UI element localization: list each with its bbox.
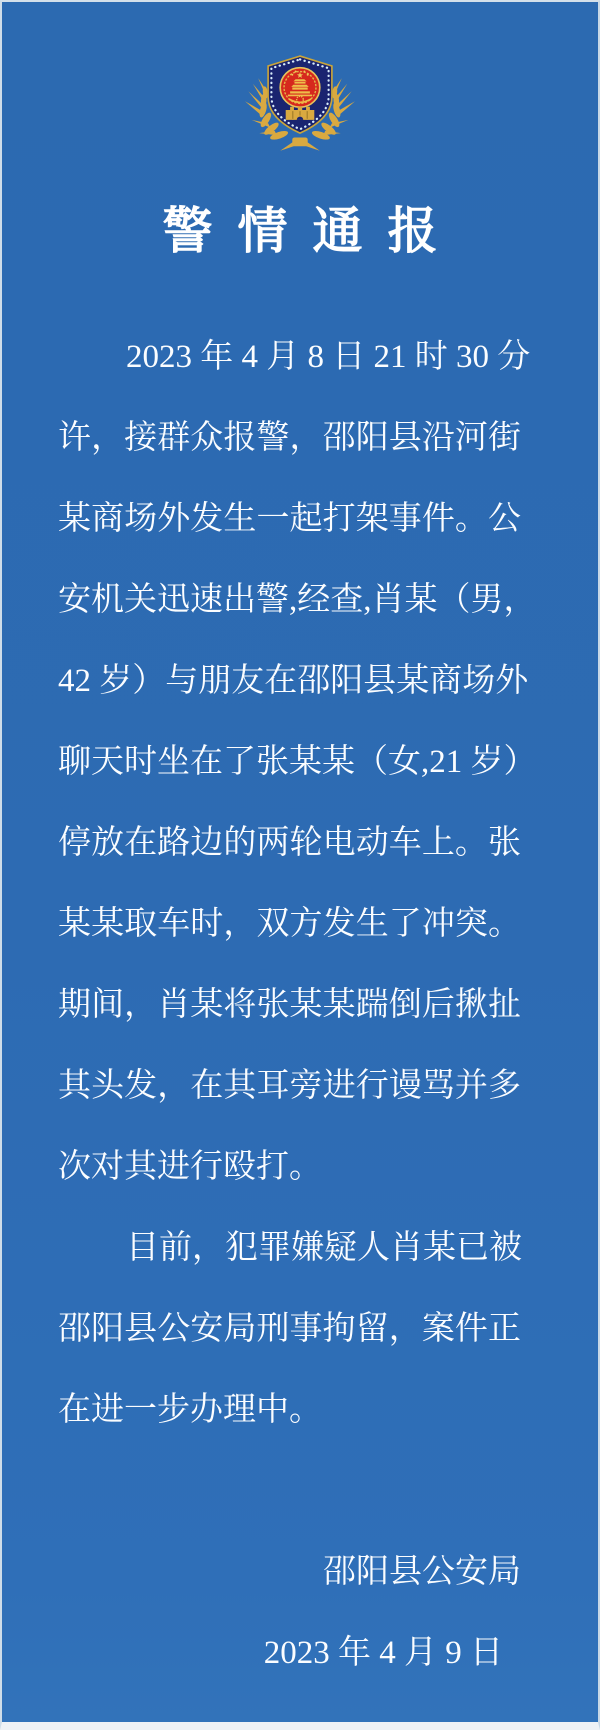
body-line: 其头发，在其耳旁进行谩骂并多 bbox=[58, 1068, 521, 1104]
body-line: 某商场外发生一起打架事件。公 bbox=[58, 501, 521, 537]
signature-agency: 邵阳县公安局 bbox=[323, 1554, 521, 1590]
police-badge-icon bbox=[234, 43, 366, 155]
body-line: 聊天时坐在了张某某（女,21 岁） bbox=[58, 744, 537, 780]
body-line: 在进一步办理中。 bbox=[58, 1392, 322, 1428]
signature-block bbox=[2, 1532, 598, 1694]
body-line: 停放在路边的两轮电动车上。张 bbox=[58, 825, 521, 861]
body-line: 某某取车时，双方发生了冲突。 bbox=[58, 906, 521, 942]
body-line: 目前，犯罪嫌疑人肖某已被 bbox=[126, 1230, 522, 1266]
body-line: 期间，肖某将张某某踹倒后揪扯 bbox=[58, 987, 521, 1023]
body-line: 安机关迅速出警,经查,肖某（男， bbox=[58, 582, 537, 618]
badge-container bbox=[2, 43, 598, 155]
body-line: 2023 年 4 月 8 日 21 时 30 分 bbox=[126, 339, 531, 375]
notice-title: 警情通报 bbox=[162, 203, 463, 259]
body-line: 许，接群众报警，邵阳县沿河街 bbox=[58, 420, 521, 456]
body-line: 邵阳县公安局刑事拘留，案件正 bbox=[58, 1311, 521, 1347]
body-line: 次对其进行殴打。 bbox=[58, 1149, 322, 1185]
notice-body bbox=[2, 317, 598, 1451]
body-line: 42 岁）与朋友在邵阳县某商场外 bbox=[58, 663, 529, 699]
signature-date: 2023 年 4 月 9 日 bbox=[263, 1635, 503, 1671]
